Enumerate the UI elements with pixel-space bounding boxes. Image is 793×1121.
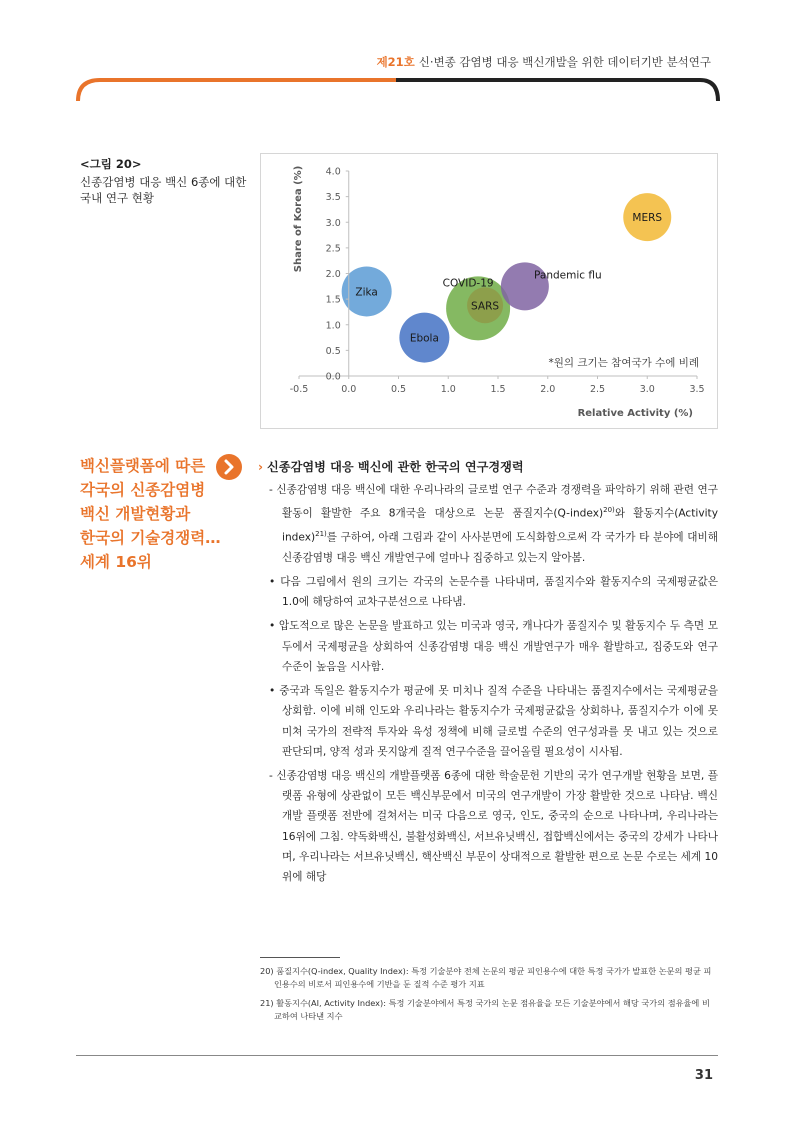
y-tick-label: 1.5: [325, 294, 341, 306]
side-heading-line: 세계 16위: [80, 553, 152, 571]
side-heading-line: 한국의 기술경쟁력…: [80, 529, 221, 547]
footnote: 21) 활동지수(AI, Activity Index): 특정 기술분야에서 특정 국가의 논문 점유율을 모든 기술분야에서 해당 국가의 점유율에 비교하여 나타낸 지수: [260, 998, 710, 1021]
y-tick-label: 2.5: [325, 243, 341, 255]
page-number: 31: [694, 1068, 713, 1083]
x-tick-label: 3.5: [689, 384, 705, 395]
bubble-chart-svg: [261, 154, 717, 428]
x-tick-label: 2.5: [589, 384, 606, 395]
x-tick-label: 0.5: [390, 384, 407, 395]
bubble-chart: [260, 153, 718, 429]
bubble-label: Ebola: [409, 332, 439, 345]
y-axis-label: Share of Korea (%): [293, 165, 304, 273]
figure-caption-text: 신종감염병 대응 백신 6종에 대한 국내 연구 현황: [80, 175, 247, 205]
footer-rule: [76, 1055, 718, 1056]
bubble-label: MERS: [632, 212, 663, 225]
side-heading-line: 백신 개발현황과: [80, 505, 191, 523]
footnotes: [260, 965, 716, 1029]
y-tick-label: 3.5: [325, 192, 341, 204]
y-tick-label: 4.0: [325, 166, 341, 178]
chart-note: *원의 크기는 참여국가 수에 비례: [548, 357, 699, 369]
section-title: › 신종감염병 대응 백신에 관한 한국의 연구경쟁력: [258, 460, 524, 474]
bubble-label: COVID-19: [442, 277, 494, 290]
paragraph-bullet: • 중국과 독일은 활동지수가 평균에 못 미치나 질적 수준을 나타내는 품질지수에서는 국제평균을 상회함. 이에 비해 인도와 우리나라는 활동지수가 국제평균값을 상회하나, 품질지수가 이에 못 미쳐 국가의 전략적 투자와 육성 정책에 비해 글로벌 수준의 연구성과를 못 내고 있는 것으로 판단되며, 양적 성과 못지않게 질적 연구수준을 끌어올릴 필요성이 시사됨.: [269, 685, 718, 758]
x-tick-label: 2.0: [540, 384, 556, 395]
bubble-label: Pandemic flu: [534, 269, 602, 282]
y-tick-label: 2.0: [325, 269, 341, 280]
side-heading: [80, 454, 225, 574]
y-tick-label: 0.0: [325, 371, 341, 383]
series-title: 신·변종 감염병 대응 백신개발을 위한 데이터기반 분석연구: [418, 55, 711, 69]
x-tick-label: 0.0: [341, 384, 357, 395]
figure-number: <그림 20>: [80, 157, 142, 171]
bubble-label: Zika: [355, 286, 378, 299]
side-heading-line: 각국의 신종감염병: [80, 481, 206, 499]
x-tick-label: -0.5: [289, 384, 309, 395]
paragraph-dash: - 신종감염병 대응 백신의 개발플랫폼 6종에 대한 학술문헌 기반의 국가 연구개발 현황을 보면, 플랫폼 유형에 상관없이 모든 백신부문에서 미국의 연구개발이 가장 활발한 것으로 나타남. 백신개발 플랫폼 전반에 걸쳐서는 미국 다음으로 영국, 인도, 중국의 순으로 나타나며, 우리나라는 16위에 그침. 약독화백신, 불활성화백신, 서브유닛백신, 접합백신에서는 중국의 강세가 나타나며, 우리나라는 서브유닛백신, 핵산백신 부문이 상대적으로 활발한 편으로 논문 수로는 세계 10위에 해당: [269, 769, 718, 883]
y-tick-label: 1.0: [325, 320, 341, 332]
y-tick-label: 0.5: [325, 345, 341, 357]
body-text: [258, 457, 718, 887]
paragraph-dash: - 신종감염병 대응 백신에 대한 우리나라의 글로벌 연구 수준과 경쟁력을 파악하기 위해 관련 연구활동이 활발한 주요 8개국을 대상으로 논문 품질지수(Q-index)$^{20)}$와 활동지수(Activity index)$^{21)}$를 구하여, 아래 그림과 같이 사사분면에 도식화함으로써 각 국가가 타 분야에 대비해 신종감염병 대응 백신 개발연구에 얼마나 집중하고 있는지 알아봄.: [269, 484, 718, 564]
chevron-right-icon: [216, 454, 242, 480]
footnote-ref: 21): [315, 530, 327, 539]
footnote-ref: 20): [603, 506, 615, 515]
x-tick-label: 3.0: [639, 384, 655, 395]
y-tick-label: 3.0: [325, 217, 341, 229]
footnote-divider: [260, 957, 340, 958]
x-tick-label: 1.5: [490, 384, 506, 395]
chevron-icon: ›: [258, 460, 264, 474]
issue-number: 제21호: [376, 55, 415, 69]
footnote: 20) 품질지수(Q-index, Quality Index): 특정 기술분야 전체 논문의 평균 피인용수에 대한 특정 국가가 발표한 논문의 평균 피인용수의 비로서 피인용수에 기반을 둔 질적 수준 평가 지표: [260, 966, 712, 989]
header-rule: [0, 0, 793, 110]
x-tick-label: 1.0: [440, 384, 456, 395]
side-heading-line: 백신플랫폼에 따른: [80, 457, 206, 475]
bubble-label: SARS: [471, 300, 500, 313]
figure-caption: [80, 156, 250, 206]
paragraph-bullet: • 압도적으로 많은 논문을 발표하고 있는 미국과 영국, 캐나다가 품질지수 및 활동지수 두 측면 모두에서 국제평균을 상회하여 신종감염병 대응 백신 개발연구가 매우 활발하고, 집중도와 연구수준이 높음을 시사함.: [269, 620, 718, 673]
paragraph-bullet: • 다음 그림에서 원의 크기는 각국의 논문수를 나타내며, 품질지수와 활동지수의 국제평균값은 1.0에 해당하여 교차구분선으로 나타냄.: [269, 576, 718, 609]
x-axis-label: Relative Activity (%): [577, 408, 693, 419]
